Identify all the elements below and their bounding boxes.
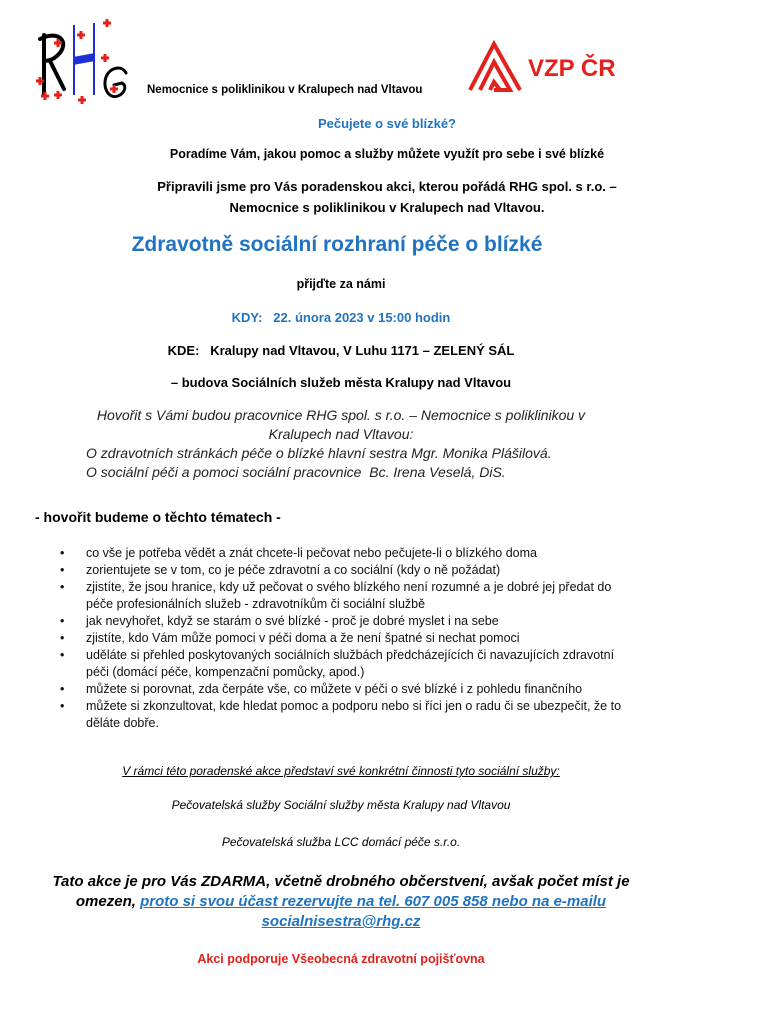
topic-item [60, 630, 640, 647]
topic-text: co vše je potřeba vědět a znát chcete-li pečovat nebo pečujete-li o blízkého doma [86, 546, 537, 560]
sponsor-line: Akci podporuje Všeobecná zdravotní pojišťovna [197, 952, 485, 966]
free-line-1: Tato akce je pro Vás ZDARMA, včetně drobného občerstvení, avšak počet míst je [52, 873, 630, 890]
vzp-logo [466, 38, 626, 94]
topic-item [60, 681, 640, 698]
service-item-1: Pečovatelská služby Sociální služby města Kralupy nad Vltavou [171, 798, 511, 812]
question-heading: Pečujete o své blízké? [317, 116, 456, 131]
event-building: – budova Sociálních služeb města Kralupy nad Vltavou [170, 375, 512, 390]
topic-item [60, 613, 640, 630]
bullet-icon: • [60, 614, 65, 628]
bullet-icon: • [60, 631, 65, 645]
topic-item [60, 545, 640, 562]
bullet-icon: • [60, 546, 65, 560]
topic-item [60, 698, 640, 732]
reservation-link[interactable]: proto si svou účast rezervujte na tel. 607 005 858 nebo na e-mailu [140, 893, 607, 910]
prepared-line-1: Připravili jsme pro Vás poradenskou akci, kterou pořádá RHG spol. s r.o. – [157, 179, 617, 194]
free-line-3 [0, 912, 728, 932]
bullet-icon: • [60, 699, 65, 713]
vzp-logo-text: VZP ČR [528, 55, 616, 82]
topic-item [60, 579, 640, 613]
bullet-icon: • [60, 648, 65, 662]
topic-text: zjistíte, kdo Vám může pomoci v péči doma a že není špatné si nechat pomoci [86, 631, 520, 645]
rhg-logo [30, 15, 140, 110]
event-where: KDE: Kralupy nad Vltavou, V Luhu 1171 – ZELENÝ SÁL [167, 343, 515, 358]
topics-heading: - hovořit budeme o těchto tématech - [35, 509, 281, 525]
event-title: Zdravotně sociální rozhraní péče o blízké [131, 233, 543, 256]
services-intro: V rámci této poradenské akce představí své konkrétní činnosti tyto sociální služby: [122, 764, 560, 778]
service-item-2: Pečovatelská služba LCC domácí péče s.r.o. [221, 835, 461, 849]
come-line: přijďte za námi [296, 277, 386, 291]
topic-text: jak nevyhořet, když se starám o své blízké - proč je dobré myslet i na sebe [86, 614, 499, 628]
topic-text: uděláte si přehled poskytovaných sociálních službách předcházejících či navazujících zdravotní péči (domácí péče, kompenzační pomůcky, apod.) [86, 648, 615, 679]
bullet-icon: • [60, 580, 65, 594]
topic-item [60, 647, 640, 681]
advise-line: Poradíme Vám, jakou pomoc a služby můžete využít pro sebe i své blízké [169, 147, 605, 161]
bullet-icon: • [60, 563, 65, 577]
prepared-line-2: Nemocnice s poliklinikou v Kralupech nad Vltavou. [229, 200, 545, 215]
topic-text: můžete si zkonzultovat, kde hledat pomoc a podporu nebo si říci jen o radu či se ubezpečit, že to děláte dobře. [86, 699, 622, 730]
speakers-line-1: Hovořit s Vámi budou pracovnice RHG spol. s r.o. – Nemocnice s poliklinikou v [96, 407, 586, 423]
topics-list [60, 545, 640, 732]
free-line-2 [0, 892, 728, 912]
speakers-line-2: Kralupech nad Vltavou: [268, 426, 414, 442]
email-link[interactable]: socialnisestra@rhg.cz [261, 913, 421, 930]
topic-text: zjistíte, že jsou hranice, kdy už pečovat o svého blízkého není rozumné a je dobré jej předat do péče profesionálních služeb - zdravotníkům či sociální službě [86, 580, 612, 611]
topic-text: zorientujete se v tom, co je péče zdravotní a co sociální (kdy o ně požádat) [86, 563, 501, 577]
topic-text: můžete si porovnat, zda čerpáte vše, co můžete v péči o své blízké i z pohledu finančního [86, 682, 583, 696]
bullet-icon: • [60, 682, 65, 696]
speakers-line-3: O zdravotních stránkách péče o blízké hlavní sestra Mgr. Monika Plášilová. [86, 445, 552, 461]
topic-item [60, 562, 640, 579]
free-line-2-prefix: omezen, [75, 893, 141, 910]
event-when: KDY: 22. února 2023 v 15:00 hodin [231, 310, 451, 325]
speakers-line-4: O sociální péči a pomoci sociální pracovnice Bc. Irena Veselá, DiS. [86, 464, 506, 480]
hospital-name: Nemocnice s poliklinikou v Kralupech nad Vltavou [147, 84, 423, 96]
